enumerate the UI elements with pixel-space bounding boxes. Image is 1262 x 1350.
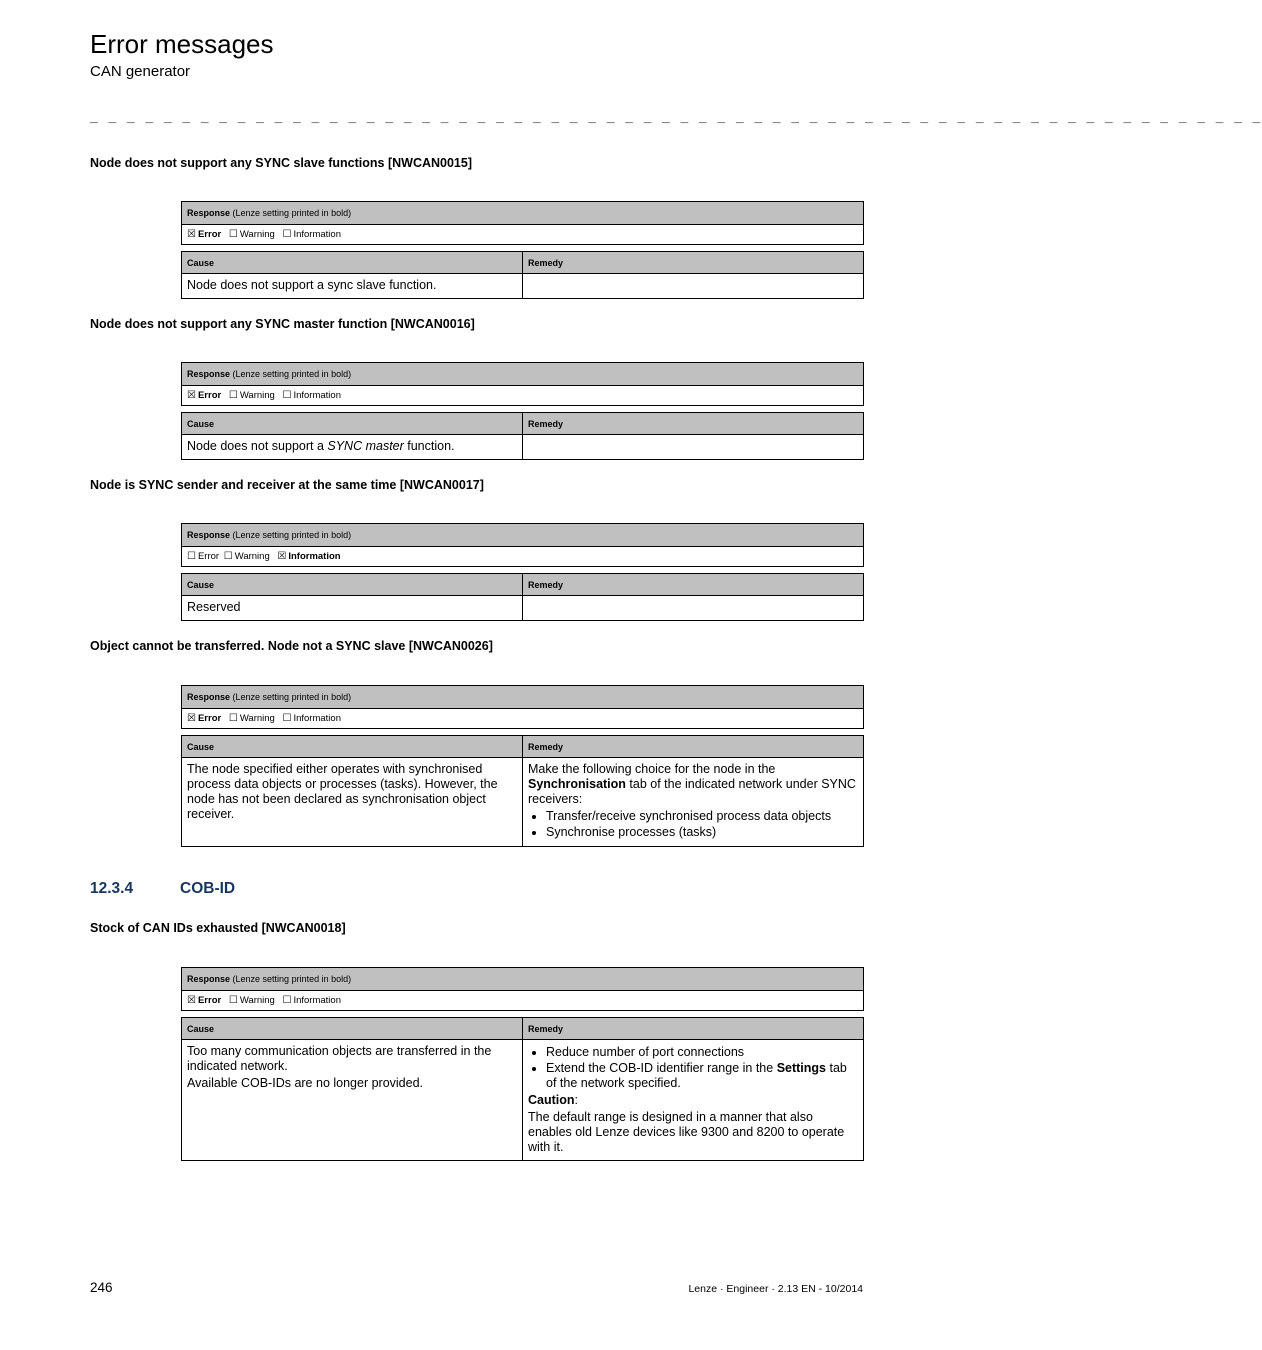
- cause-remedy-table-nwcan0026: [181, 735, 864, 847]
- cause-header: Cause: [182, 574, 523, 596]
- remedy-cell: Make the following choice for the node in the Synchronisation tab of the indicated network under SYNC receivers: • Transfer/receive synchronised process data objects • Synchronise processes (tasks): [523, 758, 864, 847]
- response-header: Response (Lenze setting printed in bold): [182, 363, 864, 386]
- cause-cell: The node specified either operates with synchronised process data objects or processes (tasks). However, the node has not been declared as synchronisation object receiver.: [182, 758, 523, 847]
- cause-cell: Too many communication objects are transferred in the indicated network. Available COB-IDs are no longer provided.: [182, 1040, 523, 1161]
- list-item: • Synchronise processes (tasks): [546, 825, 858, 840]
- cause-header: Cause: [182, 252, 523, 274]
- remedy-header: Remedy: [523, 413, 864, 435]
- section-number: 12.3.4: [90, 880, 134, 897]
- message-heading-nwcan0016: Node does not support any SYNC master function [NWCAN0016]: [90, 317, 475, 331]
- option-error: ☒ Error: [187, 994, 222, 1006]
- checkbox-checked-icon: ☒: [187, 228, 196, 240]
- response-table-nwcan0015: [181, 201, 864, 245]
- option-information: ☐ Information: [282, 712, 341, 724]
- cause-remedy-table-nwcan0018: [181, 1017, 864, 1161]
- response-table-nwcan0017: [181, 523, 864, 567]
- remedy-list: [528, 1045, 858, 1091]
- list-item: • Reduce number of port connections: [546, 1045, 858, 1060]
- option-error: ☒ Error: [187, 712, 222, 724]
- response-header: Response (Lenze setting printed in bold): [182, 968, 864, 991]
- option-information: ☒ Information: [277, 550, 341, 562]
- option-warning: ☐ Warning: [228, 389, 275, 401]
- option-information: ☐ Information: [282, 389, 341, 401]
- checkbox-unchecked-icon: ☐: [223, 550, 233, 562]
- page-title: Error messages: [90, 29, 274, 59]
- cause-cell: Reserved: [182, 596, 523, 621]
- checkbox-unchecked-icon: ☐: [282, 389, 292, 401]
- option-warning: ☐ Warning: [228, 994, 275, 1006]
- checkbox-checked-icon: ☒: [187, 389, 196, 401]
- header-dashed-rule: _ _ _ _ _ _ _ _ _ _ _ _ _ _ _ _ _ _ _ _ _ _ _ _ _ _ _ _ _ _ _ _ _ _ _ _ _ _ _ _ _ _ _ _ _ _ _ _ _ _ _ _ _ _ _ _ _ _ _ _ _ _ _ _: [90, 109, 1262, 124]
- response-header: Response (Lenze setting printed in bold): [182, 524, 864, 547]
- checkbox-checked-icon: ☒: [187, 712, 196, 724]
- caution-label: Caution:: [528, 1093, 579, 1107]
- checkbox-unchecked-icon: ☐: [282, 228, 292, 240]
- document-info: Lenze · Engineer · 2.13 EN - 10/2014: [688, 1283, 863, 1295]
- remedy-header: Remedy: [523, 574, 864, 596]
- response-options: [182, 386, 864, 406]
- message-heading-nwcan0026: Object cannot be transferred. Node not a SYNC slave [NWCAN0026]: [90, 639, 493, 653]
- response-options: [182, 225, 864, 245]
- checkbox-unchecked-icon: ☐: [282, 712, 292, 724]
- caution-text: The default range is designed in a manner that also enables old Lenze devices like 9300 and 8200 to operate with it.: [528, 1110, 845, 1154]
- response-table-nwcan0016: [181, 362, 864, 406]
- remedy-list: [528, 809, 858, 840]
- message-heading-nwcan0015: Node does not support any SYNC slave functions [NWCAN0015]: [90, 156, 472, 170]
- list-item: • Extend the COB-ID identifier range in the Settings tab of the network specified.: [546, 1061, 858, 1091]
- checkbox-checked-icon: ☒: [277, 550, 287, 562]
- checkbox-checked-icon: ☒: [187, 994, 196, 1006]
- option-error: ☒ Error: [187, 389, 222, 401]
- option-error: ☐ Error: [187, 550, 220, 562]
- checkbox-unchecked-icon: ☐: [228, 994, 238, 1006]
- remedy-cell: [523, 274, 864, 299]
- checkbox-unchecked-icon: ☐: [282, 994, 292, 1006]
- cause-remedy-table-nwcan0017: [181, 573, 864, 621]
- message-heading-nwcan0017: Node is SYNC sender and receiver at the same time [NWCAN0017]: [90, 478, 484, 492]
- option-error: ☒ Error: [187, 228, 222, 240]
- remedy-cell: [523, 1040, 864, 1161]
- response-table-nwcan0026: [181, 685, 864, 729]
- section-title: COB-ID: [180, 880, 236, 897]
- response-options: [182, 709, 864, 729]
- cause-header: Cause: [182, 1018, 523, 1040]
- section-heading: [90, 879, 235, 899]
- remedy-cell: [523, 435, 864, 460]
- checkbox-unchecked-icon: ☐: [228, 228, 238, 240]
- page-number: 246: [90, 1280, 113, 1295]
- remedy-header: Remedy: [523, 1018, 864, 1040]
- checkbox-unchecked-icon: ☐: [187, 550, 196, 562]
- message-heading-nwcan0018: Stock of CAN IDs exhausted [NWCAN0018]: [90, 921, 346, 935]
- response-header: Response (Lenze setting printed in bold): [182, 202, 864, 225]
- checkbox-unchecked-icon: ☐: [228, 712, 238, 724]
- cause-cell: Node does not support a sync slave function.: [182, 274, 523, 299]
- response-options: [182, 991, 864, 1011]
- option-warning: ☐ Warning: [228, 228, 275, 240]
- response-header: Response (Lenze setting printed in bold): [182, 686, 864, 709]
- page-subtitle: CAN generator: [90, 63, 191, 80]
- remedy-cell: [523, 596, 864, 621]
- response-table-nwcan0018: [181, 967, 864, 1011]
- cause-header: Cause: [182, 413, 523, 435]
- list-item: • Transfer/receive synchronised process data objects: [546, 809, 858, 824]
- cause-cell: Node does not support a SYNC master function.: [182, 435, 523, 460]
- checkbox-unchecked-icon: ☐: [228, 389, 238, 401]
- cause-remedy-table-nwcan0016: [181, 412, 864, 460]
- option-information: ☐ Information: [282, 228, 341, 240]
- option-warning: ☐ Warning: [228, 712, 275, 724]
- remedy-header: Remedy: [523, 252, 864, 274]
- cause-header: Cause: [182, 736, 523, 758]
- cause-remedy-table-nwcan0015: [181, 251, 864, 299]
- response-options: [182, 547, 864, 567]
- option-information: ☐ Information: [282, 994, 341, 1006]
- option-warning: ☐ Warning: [223, 550, 270, 562]
- remedy-header: Remedy: [523, 736, 864, 758]
